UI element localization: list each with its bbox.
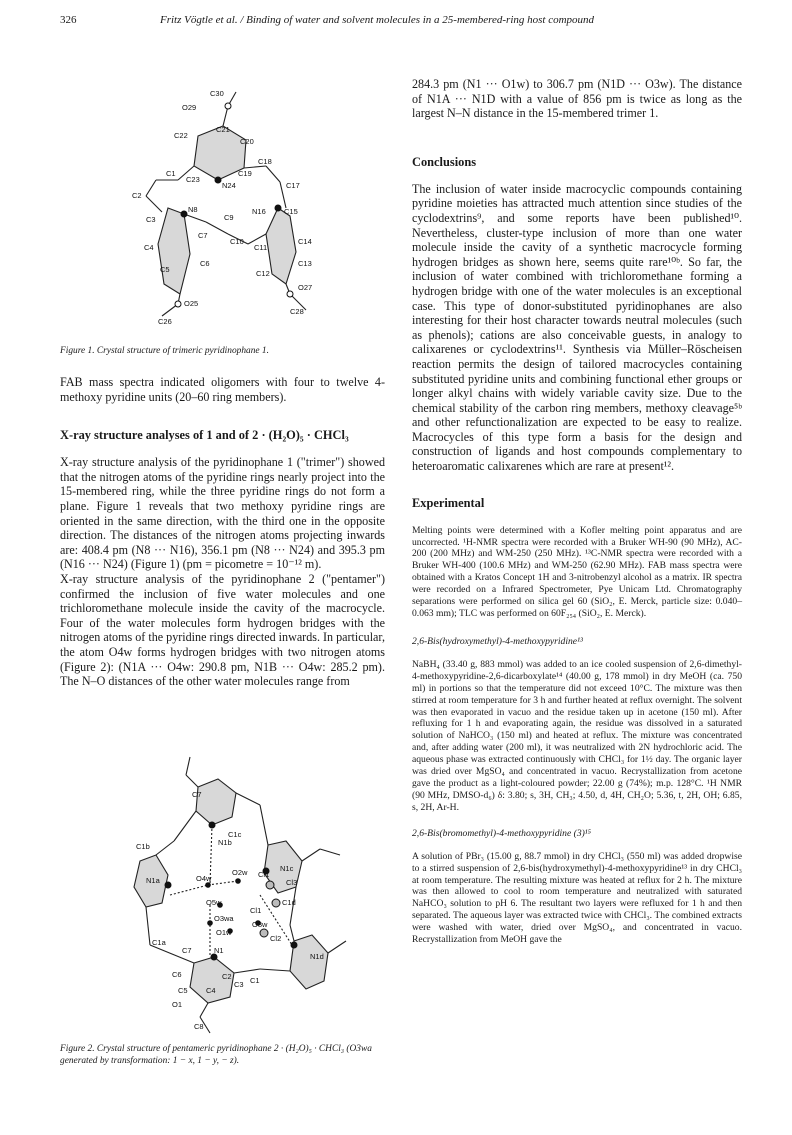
- atom-label: C4: [206, 986, 216, 995]
- atom-label: C5: [178, 986, 188, 995]
- atom-label: C14: [298, 237, 312, 246]
- atom-label: C1d: [282, 898, 296, 907]
- atom-label: Cl1: [250, 906, 262, 915]
- atom-label: C1b: [136, 842, 150, 851]
- xray-continuation: 284.3 pm (N1 ··· O1w) to 306.7 pm (N1D ··· O3w). The distance of N1A ··· N1D with a value of 856 pm is twice as long as the largest N–N distance in the 15-membered trimer 1.: [412, 77, 742, 121]
- conclusions-heading: Conclusions: [412, 154, 477, 169]
- atom-label: C20: [240, 137, 254, 146]
- atom-label: C1: [166, 169, 176, 178]
- atom-label: C5: [160, 265, 170, 274]
- atom-label: N16: [252, 207, 266, 216]
- atom-label: N1d: [310, 952, 324, 961]
- atom-label: C30: [210, 89, 224, 98]
- atom-label: C1: [250, 976, 260, 985]
- atom-label: Cl3: [286, 878, 298, 887]
- subsection-1-paragraph: NaBH₄ (33.40 g, 883 mmol) was added to an ice cooled suspension of 2,6-dimethyl-4-methoxypyridine-2,6-dicarboxylate¹⁴ (40.00 g, 178 mmol) in dry MeOH (ca. 750 ml) in portions so that the temperature did not exceed 10°C. The mixture was then stirred at room temperature for 3 h and further heated at reflux overnight. The solvent was then evaporated in vacuo and the residue taken up in acetone (150 ml). After refluxing for 1 h and evaporating again, the residue was dissolved in a saturated solution of NaHCO₃ (150 ml) and heated at reflux. The mixture was concentrated and, after adding water (200 ml), it was neutralized with 2N hydrochloric acid. The aqueous phase was extracted continuously with CHCl₃ for 1½ day. The organic layer was dried over MgSO₄ and concentrated in vacuo. Recrystallization from acetone gave the product as a light-coloured powder; 22.00 g (74%); m.p. 128°C. ¹H NMR (90 MHz, DMSO-d₆) δ: 3.80; s, 3H, CH₃; 4.50, d, 4H, CH₂O; 5.36, t, 2H, OH; 6.85, s, 2H, Ar-H.: [412, 658, 742, 813]
- figure-2-structure: [110, 745, 360, 1040]
- figure-2-caption: Figure 2. Crystal structure of pentameric pyridinophane 2 · (H₂O)₅ · CHCl₃ (O3wa generated by transformation: 1 − x, 1 − y, − z).: [60, 1044, 372, 1066]
- atom-label: N1b: [218, 838, 232, 847]
- running-head: Fritz Vögtle et al. / Binding of water and solvent molecules in a 25-membered-ring host compound: [160, 14, 595, 26]
- atom-label: C1a: [152, 938, 166, 947]
- atom-label: C3: [234, 980, 244, 989]
- atom-label: C11: [254, 243, 268, 252]
- atom-label: C10: [230, 237, 244, 246]
- atom-label: O29: [182, 103, 197, 112]
- atom-label: C17: [286, 181, 300, 190]
- xray-heading: X-ray structure analyses of 1 and of 2 · (H₂O)₅ · CHCl₃: [60, 428, 349, 443]
- atom-label: C7: [198, 231, 208, 240]
- atom-label: C3: [146, 215, 156, 224]
- atom-label: C13: [298, 259, 312, 268]
- atom-label: N8: [188, 205, 198, 214]
- subsection-1-heading: 2,6-Bis(hydroxymethyl)-4-methoxypyridine¹³: [412, 635, 583, 647]
- atom-label: C6: [200, 259, 210, 268]
- atom-label: C22: [174, 131, 188, 140]
- atom-label: C9: [224, 213, 234, 222]
- atom-label: O5w: [206, 898, 222, 907]
- atom-label: C26: [158, 317, 172, 326]
- atom-label: C21: [216, 125, 230, 134]
- atom-label: C7: [182, 946, 192, 955]
- fab-paragraph: FAB mass spectra indicated oligomers with four to twelve 4-methoxy pyridine units (20–60 ring members).: [60, 375, 385, 404]
- atom-label: C4: [144, 243, 154, 252]
- atom-label: C2: [222, 972, 232, 981]
- conclusions-paragraph: The inclusion of water inside macrocyclic compounds containing pyridine moieties has attracted much attention since studies of the cyclodextrins⁹, and some reports have been published¹⁰. Nevertheless, cluster-type inclusion of more than one water molecule inside the cavity of a synthetic macrocycle forming hydrogen bridges as shown here, seems quite rare¹⁰ᵇ. So far, the inclusion of water combined with trichloromethane forming a hydrogen bridge with one of the water molecules is an exceptional case. This type of donor-substituted pyridinophanes are also interesting for their host character towards neutral molecules (such as phenols); cations are also conceivable guests, in analogy to calixarenes or cyclodextrins¹¹. Synthesis via Müller–Röscheisen reaction permits the design of tailored macrocycles containing substituted pyridine units and combining functional ether groups or longer alkyl chains with widely variable cavity size. Due to the chemical stability of the carbon ring members, methoxy cleavage⁵ᵇ and other refunctionalization are expected to be easy to realize. Macrocycles of this type form a basis for the design and construction of ligands and host compounds complementary to heteroaromatic calixarenes which are rare at present¹².: [412, 181, 742, 474]
- experimental-heading: Experimental: [412, 495, 485, 510]
- atom-label: C23: [186, 175, 200, 184]
- atom-label: O3wa: [214, 914, 234, 923]
- atom-label: N1c: [280, 864, 294, 873]
- atom-label: N1a: [146, 876, 160, 885]
- atom-label: C6: [172, 970, 182, 979]
- atom-label: C19: [238, 169, 252, 178]
- atom-label: O4w: [196, 874, 212, 883]
- subsection-2-paragraph: A solution of PBr₃ (15.00 g, 88.7 mmol) in dry CHCl₃ (550 ml) was added dropwise to a stirred suspension of 2,6-bis(hydroxymethyl)-4-methoxypyridine¹³ in dry CHCl₃ at room temperature. The resulting mixture was heated at reflux for 2 h. The mixture was then allowed to cool to room temperature and neutralized with saturated NaHCO₃ solution to pH 6. The resultant two layers were refluxed for 1 h and then separated. The aqueous layer was extracted twice with CHCl₃. The combined extracts were washed with water, dried over MgSO₄, and concentrated in vacuo. Recrystallization from MeOH gave the: [412, 850, 742, 946]
- atom-label: Cl2: [270, 934, 282, 943]
- atom-label: O25: [184, 299, 199, 308]
- atom-label: O1w: [216, 928, 232, 937]
- atom-label: C12: [256, 269, 270, 278]
- atom-label: C18: [258, 157, 272, 166]
- atom-label: C2: [132, 191, 142, 200]
- atom-label: N24: [222, 181, 236, 190]
- atom-label: C7: [192, 790, 202, 799]
- atom-label: O2w: [232, 868, 248, 877]
- figure-1-structure: [118, 84, 338, 336]
- subsection-2-heading: 2,6-Bis(bromomethyl)-4-methoxypyridine (3)¹⁵: [412, 827, 592, 839]
- atom-label: N1: [214, 946, 224, 955]
- xray-paragraph-2: X-ray structure analysis of the pyridinophane 2 ("pentamer") confirmed the inclusion of five water molecules and one trichloromethane molecule inside the cavity of the macrocycle. Four of the water molecules form hydrogen bridges with the nitrogen atoms of the pyridine rings directed inwards. In particular, the atom O4w forms hydrogen bridges with two nitrogen atoms (Figure 2): (N1A ··· O4w: 290.8 pm, N1B ··· O4w: 285.2 pm). The N–O distances of the other water molecules range from: [60, 571, 385, 689]
- page-number: 326: [60, 14, 77, 26]
- running-header: [60, 14, 752, 34]
- atom-label: C8: [194, 1022, 204, 1031]
- figure-1-caption: Figure 1. Crystal structure of trimeric pyridinophane 1.: [60, 346, 269, 356]
- atom-label: O1: [172, 1000, 183, 1009]
- atom-label: C28: [290, 307, 304, 316]
- atom-label: Cl1: [258, 870, 270, 879]
- atom-label: C1c: [228, 830, 242, 839]
- figure-1: [118, 84, 338, 336]
- atom-label: C15: [284, 207, 298, 216]
- atom-label: O3w: [252, 920, 268, 929]
- figure-2: [110, 745, 360, 1040]
- atom-label: O27: [298, 283, 313, 292]
- xray-paragraph-1: X-ray structure analysis of the pyridinophane 1 ("trimer") showed that the nitrogen atoms of the pyridine rings nearly project into the 15-membered ring, while the three pyridine rings do not form a plane. Figure 1 reveals that two methoxy pyridine rings are oriented in the same direction, with the third one in the opposite direction. The distances of the nitrogen atoms projecting inwards are: 408.4 pm (N8 ··· N16), 356.1 pm (N8 ··· N24) and 395.3 pm (N16 ··· N24) (Figure 1) (pm = picometre = 10⁻¹² m).: [60, 455, 385, 572]
- experimental-paragraph: Melting points were determined with a Kofler melting point apparatus and are uncorrected. ¹H-NMR spectra were recorded with a Bruker WH-90 (90 MHz), AC-200 (200 MHz) and WM-250 (250 MHz). ¹³C-NMR spectra were recorded with a Bruker WH-400 (100.6 MHz) and WM-250 (62.90 MHz). FAB mass spectra were obtained with a Kratos Concept 1H and 3-nitrobenzyl alcohol as a matrix. IR spectra were recorded on a Infrared Spectrometer, Pye Unicam Ltd. Chromatography separations were performed on silica gel 60 (SiO₂, E. Merck, particle size: 0.040–0.063 mm); TLC was performed on 60F₂₅₄ (SiO₂, E. Merck).: [412, 524, 742, 619]
